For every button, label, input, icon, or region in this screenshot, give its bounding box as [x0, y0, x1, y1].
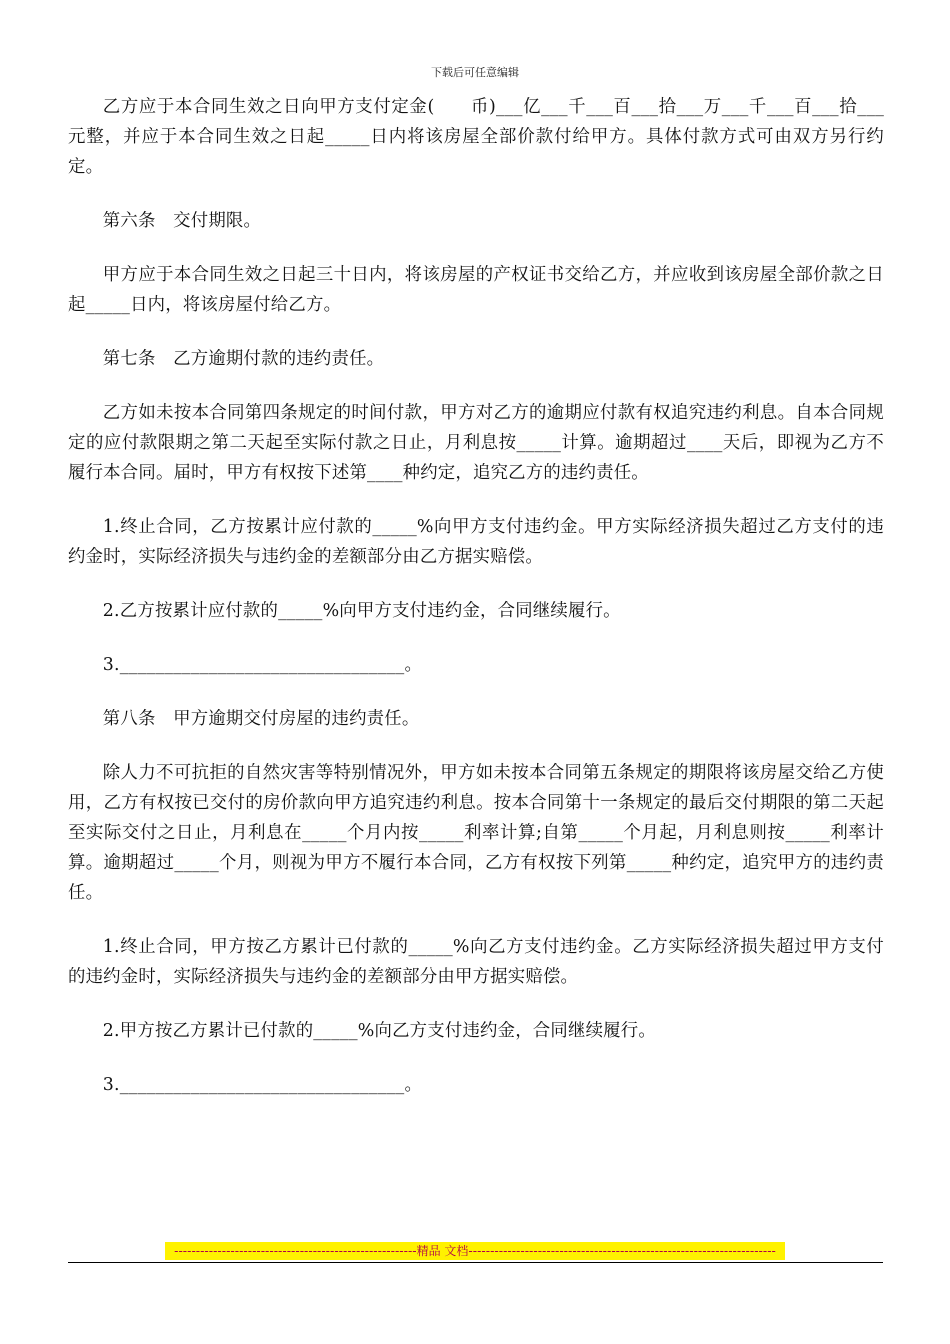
article-8-heading: 第八条 甲方逾期交付房屋的违约责任。 — [102, 709, 420, 729]
paragraph-deposit-payment: 乙方应于本合同生效之日向甲方支付定金( 币)___亿___千___百___拾___万___千___百___拾___元整，并应于本合同生效之日起_____日内将该房屋全部价款付给甲方。具体付款方式可由双方另行约定。 — [68, 97, 884, 177]
footer-label: --------------------------------------------------------精品 文档----------------------------------------------------------------------- — [165, 1242, 785, 1260]
article-6-heading: 第六条 交付期限。 — [102, 211, 262, 231]
clause-7-1: 1.终止合同，乙方按累计应付款的_____%向甲方支付违约金。甲方实际经济损失超过乙方支付的违约金时，实际经济损失与违约金的差额部分由乙方据实赔偿。 — [68, 517, 884, 567]
paragraph-late-payment: 乙方如未按本合同第四条规定的时间付款，甲方对乙方的逾期应付款有权追究违约利息。自本合同规定的应付款限期之第二天起至实际付款之日止，月利息按_____计算。逾期超过____天后，即视为乙方不履行本合同。届时，甲方有权按下述第____种约定，追究乙方的违约责任。 — [68, 403, 884, 483]
clause-8-2: 2.甲方按乙方累计已付款的_____%向乙方支付违约金，合同继续履行。 — [102, 1021, 656, 1041]
document-body — [68, 92, 884, 1124]
header-note: 下载后可任意编辑 — [431, 66, 519, 79]
clause-7-3: 3.________________________________。 — [102, 655, 423, 675]
paragraph-late-delivery: 除人力不可抗拒的自然灾害等特别情况外，甲方如未按本合同第五条规定的期限将该房屋交给乙方使用，乙方有权按已交付的房价款向甲方追究违约利息。按本合同第十一条规定的最后交付期限的第二天起至实际交付之日止，月利息在_____个月内按_____利率计算;自第_____个月起，月利息则按_____利率计算。逾期超过_____个月，则视为甲方不履行本合同，乙方有权按下列第_____种约定，追究甲方的违约责任。 — [68, 763, 884, 903]
paragraph-delivery-term: 甲方应于本合同生效之日起三十日内，将该房屋的产权证书交给乙方，并应收到该房屋全部价款之日起_____日内，将该房屋付给乙方。 — [68, 265, 884, 315]
clause-8-3: 3.________________________________。 — [102, 1075, 423, 1095]
clause-8-1: 1.终止合同，甲方按乙方累计已付款的_____%向乙方支付违约金。乙方实际经济损失超过甲方支付的违约金时，实际经济损失与违约金的差额部分由甲方据实赔偿。 — [68, 937, 884, 987]
clause-7-2: 2.乙方按累计应付款的_____%向甲方支付违约金，合同继续履行。 — [102, 601, 621, 621]
footer-divider — [68, 1262, 883, 1263]
article-7-heading: 第七条 乙方逾期付款的违约责任。 — [102, 349, 385, 369]
